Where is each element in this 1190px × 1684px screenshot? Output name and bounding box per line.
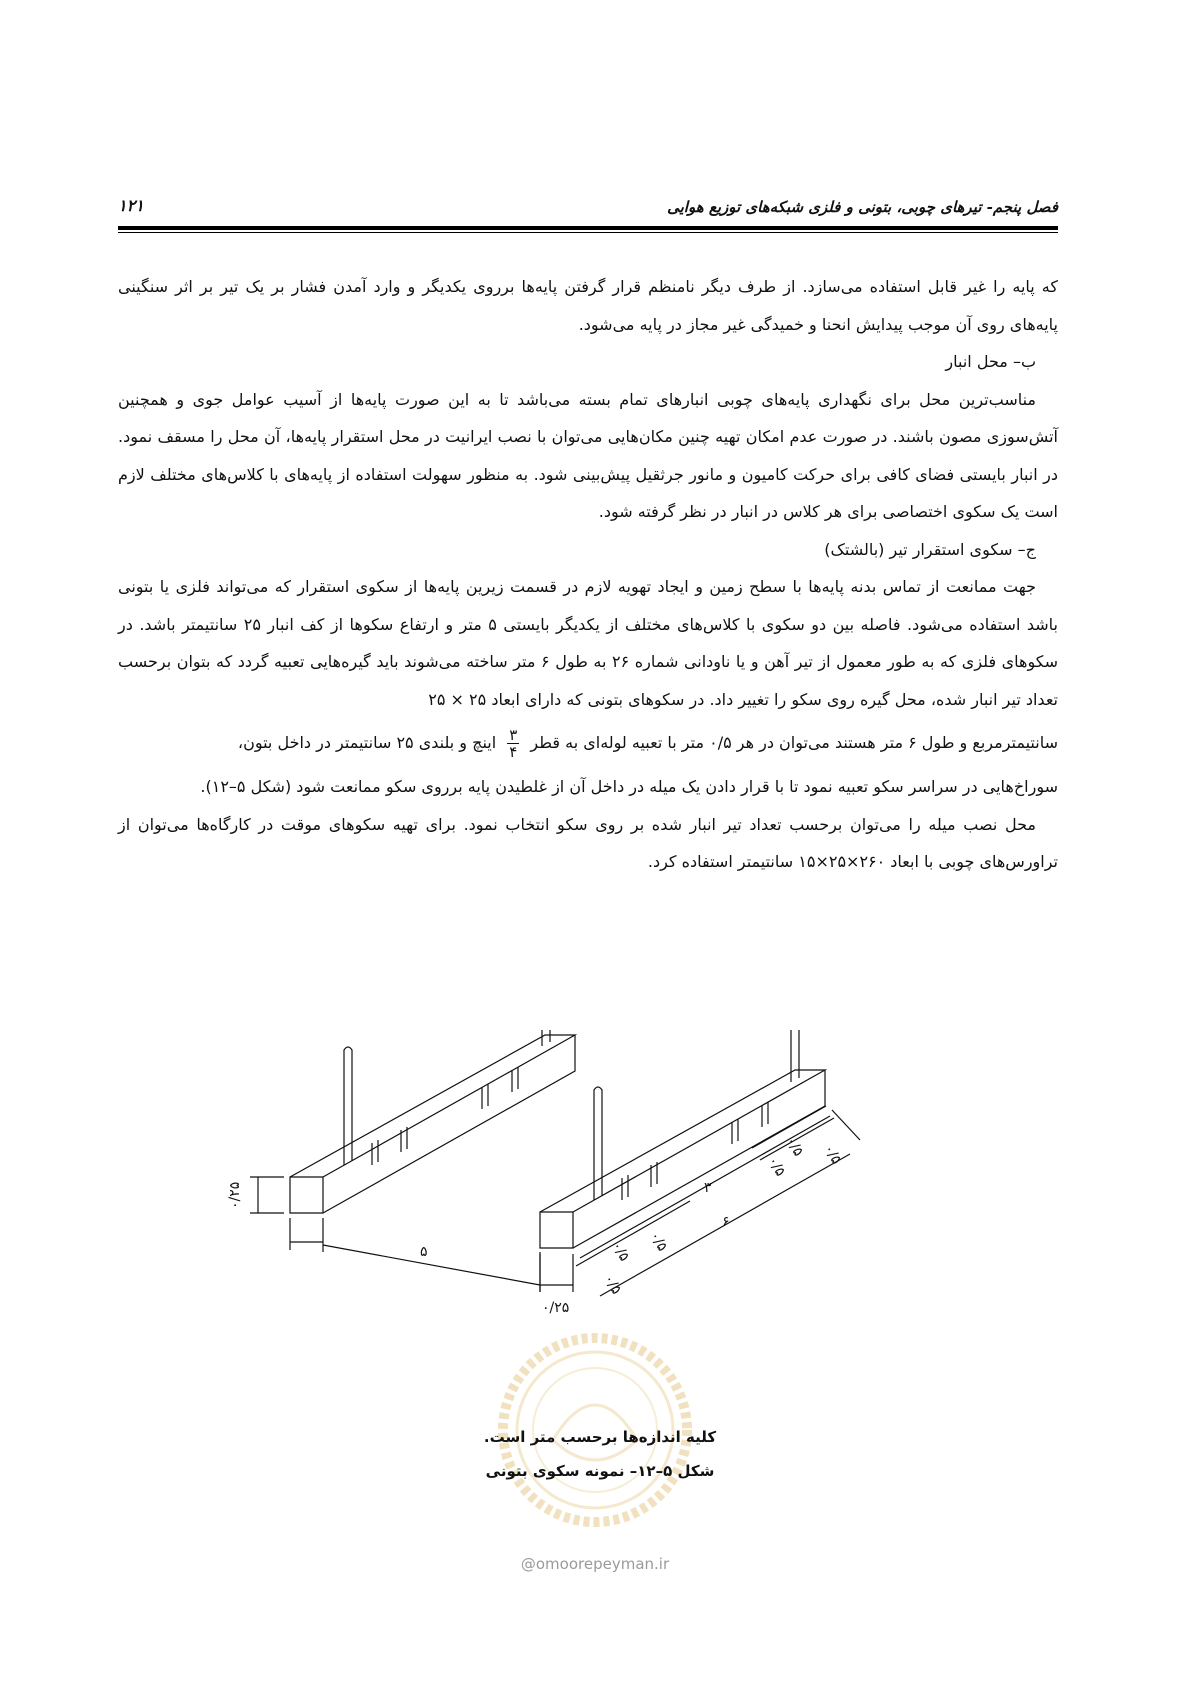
paragraph-3: جهت ممانعت از تماس بدنه پایه‌ها با سطح زمین و ایجاد تهویه لازم در قسمت زیرین پایه‌ها از سکوی استقرار که می‌تواند فلزی یا بتونی باشد استفاده می‌شود. فاصله بین دو سکوی با کلاس‌های مختلف از یکدیگر بایستی ۵ متر و ارتفاع سکوها از کف انبار ۲۵ سانتیمتر باشد. در سکوهای فلزی که به طور معمول از تیر آهن و یا ناودانی شماره ۲۶ به طول ۶ متر ساخته می‌شوند باید گیره‌هایی تعبیه گردد که بتوان برحسب تعداد تیر انبار شده، محل گیره روی سکو را تغییر داد. در سکوهای بتونی که دارای ابعاد ۲۵ × ۲۵ [118, 577, 1059, 709]
dim-half-4: ۰/۵ [764, 1154, 789, 1180]
left-beam-end-face [290, 1177, 323, 1213]
header-rule-thick [118, 226, 1058, 230]
fraction-line-before: سانتیمترمربع و طول ۶ متر هستند می‌توان در هر ۰/۵ متر با تعبیه لوله‌ای به قطر [530, 733, 1058, 752]
dim-half-2: ۰/۵ [646, 1229, 671, 1255]
fraction-numerator: ۳ [509, 726, 518, 744]
body-text [118, 268, 1058, 881]
left-rod-1 [344, 1047, 352, 1165]
fraction-line-after: اینچ و بلندی ۲۵ سانتیمتر در داخل بتون، [237, 733, 497, 752]
website-watermark [490, 1555, 700, 1573]
dim-gap-label: ۵ [420, 1244, 428, 1260]
total-length-dim [600, 1110, 860, 1296]
paragraph-2: مناسب‌ترین محل برای نگهداری پایه‌های چوبی انبارهای تمام بسته می‌باشد تا به این صورت پایه‌ها از آسیب عوامل جوی و همچنین آتش‌سوزی مصون باشند. در صورت عدم امکان تهیه چنین مکان‌هایی می‌توان با نصب ایرانیت در محل استقرار پایه‌ها، آن محل را مسقف نمود. در انبار بایستی فضای کافی برای حرکت کامیون و مانور جرثقیل پیش‌بینی شود. به منظور سهولت استفاده از پایه‌های با کلاس‌های مختلف لازم است یک سکوی اختصاصی برای هر کلاس در انبار در نظر گرفته شود. [118, 389, 1058, 521]
height-dim-lines [250, 1177, 284, 1213]
paragraph-3-fraction-line [118, 718, 1058, 768]
paragraph-4: محل نصب میله را می‌توان برحسب تعداد تیر انبار شده بر روی سکو انتخاب نمود. برای تهیه سکوهای موقت در کارگاه‌ها می‌توان از تراورس‌های چوبی با ابعاد ۲۶۰×۲۵×۱۵ سانتیمتر استفاده کرد. [118, 814, 1058, 871]
dim-three-label: ۳ [704, 1180, 712, 1196]
header-rule-thin [118, 232, 1058, 233]
left-beam-top-face [290, 1035, 575, 1177]
right-beam-side-face [573, 1070, 825, 1248]
dim-half-5: ۰/۵ [782, 1134, 807, 1160]
fraction-denominator: ۴ [509, 743, 518, 761]
page-number: ۱۲۱ [118, 196, 144, 215]
figure-caption: شکل ۵–۱۲– نمونه سکوی بتونی [485, 1462, 715, 1480]
heading-storage-location: ب– محل انبار [945, 352, 1036, 371]
right-rod-2 [791, 1030, 799, 1082]
figure-note: کلیه اندازه‌ها برحسب متر است. [483, 1428, 717, 1446]
right-beam-top-face [540, 1070, 825, 1212]
fraction-three-quarter [507, 727, 519, 760]
paragraph-3-end: سوراخ‌هایی در سراسر سکو تعبیه نمود تا با قرار دادن یک میله در داخل آن از غلطیدن پایه برروی سکو ممانعت شود (شکل ۵–۱۲). [200, 777, 1058, 796]
left-rod-2 [542, 1030, 550, 1046]
left-beam-side-face [323, 1035, 575, 1213]
dim-half-1: ۰/۵ [608, 1239, 633, 1265]
website-text: omoorepeyman.ir [535, 1555, 670, 1573]
dim-half-6: ۰/۵ [820, 1142, 845, 1168]
right-width-dim [540, 1254, 573, 1292]
chapter-title: فصل پنجم- تیرهای چوبی، بتونی و فلزی شبکه‌های توزیع هوایی [667, 198, 1058, 216]
paragraph-1: که پایه را غیر قابل استفاده می‌سازد. از طرف دیگر نامنظم قرار گرفتن پایه‌ها برروی یکدیگر و وارد آمدن فشار بر یک تیر بر اثر سنگینی پایه‌های روی آن موجب پیدایش انحنا و خمیدگی غیر مجاز در پایه می‌شود. [118, 277, 1058, 334]
dim-half-3: ۰/۵ [600, 1272, 625, 1298]
dim-width-label: ۰/۲۵ [542, 1300, 570, 1316]
left-width-dim [290, 1218, 323, 1252]
at-icon: @ [520, 1555, 536, 1573]
right-rod-1 [594, 1087, 602, 1200]
heading-pole-platform: ج– سکوی استقرار تیر (بالشتک) [824, 539, 1036, 559]
figure-caption-block [420, 1420, 780, 1488]
right-beam-end-face [540, 1212, 573, 1248]
dim-height-label: ۰/۲۵ [227, 1181, 243, 1209]
dim-six-label: ۶ [722, 1214, 730, 1230]
gap-dim-line [323, 1245, 540, 1292]
page-header [118, 198, 1058, 224]
